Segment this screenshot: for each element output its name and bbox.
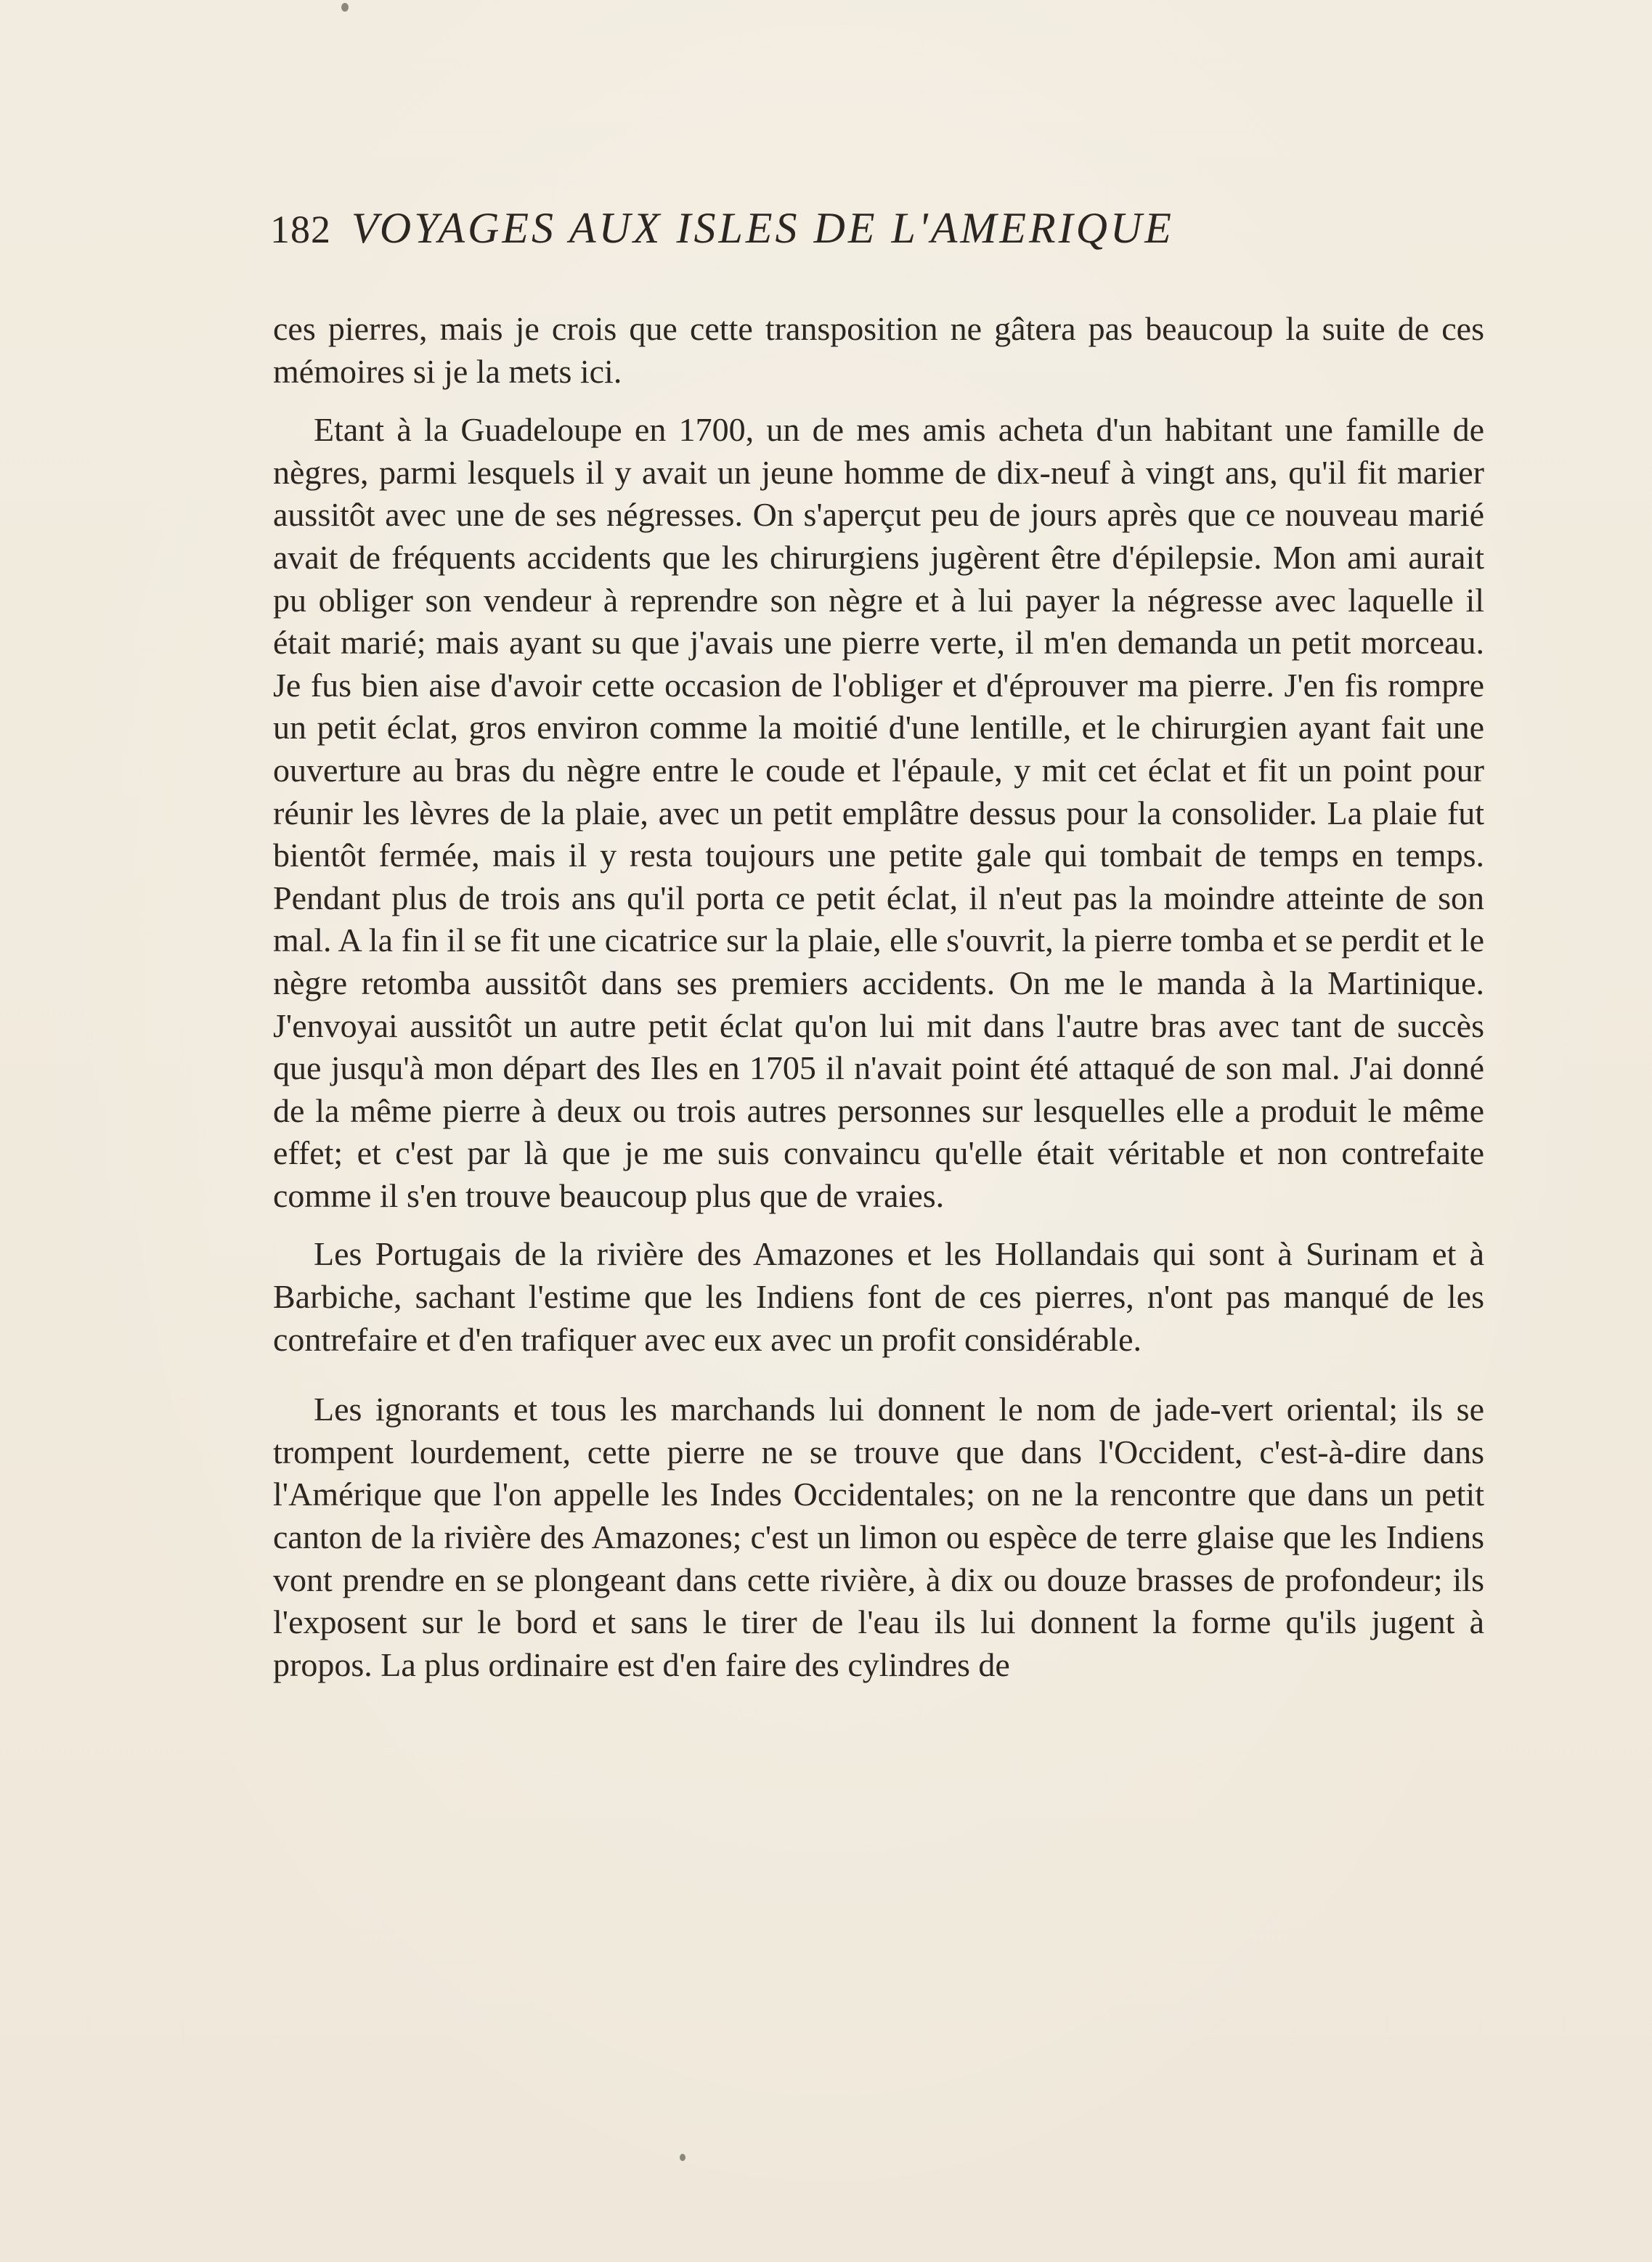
paragraph-continuation: ces pierres, mais je crois que cette transposition ne gâtera pas beaucoup la suite de ces mémoires si je la mets ici. (273, 310, 1484, 390)
page-number: 182 (270, 208, 331, 251)
body-text (273, 308, 1484, 1686)
running-title: VOYAGES AUX ISLES DE L'AMERIQUE (351, 204, 1174, 252)
running-head (270, 203, 1432, 269)
paragraph-counterfeits: Les Portugais de la rivière des Amazones et les Hollandais qui sont à Surinam et à Barbiche, sachant l'estime que les Indiens font de ces pierres, n'ont pas manqué de les contrefaire et d'en trafiquer avec eux avec un profit considérable. (273, 1235, 1484, 1358)
ink-speck (680, 2154, 685, 2161)
ink-speck (341, 3, 349, 12)
paragraph-epilepsy-account: Etant à la Guadeloupe en 1700, un de mes amis acheta d'un habitant une famille de nègres, parmi lesquels il y avait un jeune homme de dix-neuf à vingt ans, qu'il fit marier aussitôt avec une de ses négresses. On s'aperçut peu de jours après que ce nouveau marié avait de fréquents accidents que les chirurgiens jugèrent être d'épilepsie. Mon ami aurait pu obliger son vendeur à reprendre son nègre et à lui payer la négresse avec laquelle il était marié; mais ayant su que j'avais une pierre verte, il m'en demanda un petit morceau. Je fus bien aise d'avoir cette occasion de l'obliger et d'éprouver ma pierre. J'en fis rompre un petit éclat, gros environ comme la moitié d'une lentille, et le chirurgien ayant fait une ouverture au bras du nègre entre le coude et l'épaule, y mit cet éclat et fit un point pour réunir les lèvres de la plaie, avec un petit emplâtre dessus pour la consolider. La plaie fut bientôt fermée, mais il y resta toujours une petite gale qui tombait de temps en temps. Pendant plus de trois ans qu'il porta ce petit éclat, il n'eut pas la moindre atteinte de son mal. A la fin il se fit une cicatrice sur la plaie, elle s'ouvrit, la pierre tomba et se perdit et le nègre retomba aussitôt dans ses premiers accidents. On me le manda à la Martinique. J'envoyai aussitôt un autre petit éclat qu'on lui mit dans l'autre bras avec tant de succès que jusqu'à mon départ des Iles en 1705 il n'avait point été attaqué de son mal. J'ai donné de la même pierre à deux ou trois autres personnes sur lesquelles elle a produit le même effet; et c'est par là que je me suis convaincu qu'elle était véritable et non contrefaite comme il s'en trouve beaucoup plus que de vraies. (273, 411, 1484, 1214)
paragraph-jade-origin: Les ignorants et tous les marchands lui donnent le nom de jade-vert oriental; ils se trompent lourdement, cette pierre ne se trouve que dans l'Occident, c'est-à-dire dans l'Amérique que l'on appelle les Indes Occidentales; on ne la rencontre que dans un petit canton de la rivière des Amazones; c'est un limon ou espèce de terre glaise que les Indiens vont prendre en se plongeant dans cette rivière, à dix ou douze brasses de profondeur; ils l'exposent sur le bord et sans le tirer de l'eau ils lui donnent la forme qu'ils jugent à propos. La plus ordinaire est d'en faire des cylindres de (273, 1391, 1484, 1683)
